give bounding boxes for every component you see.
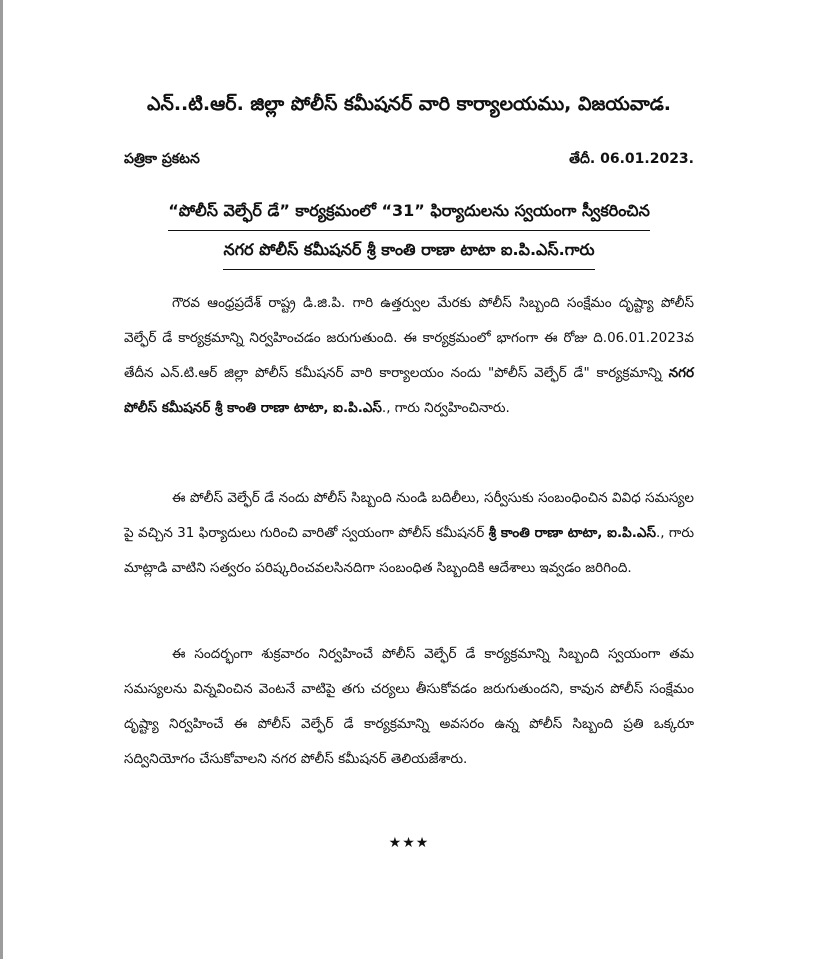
end-mark-stars: ★★★ <box>388 835 430 851</box>
paragraph-3 <box>124 637 694 777</box>
page-left-edge <box>0 0 3 959</box>
paragraph-2-text-a: ఈ పోలీస్ వెల్ఫేర్ డే నందు పోలీస్ సిబ్బంది నుండి బదిలీలు, సర్వీసుకు సంబంధించిన వివిధ సమస్యల పై వచ్చిన 31 ఫిర్యాదులు గురించి వారితో స్వయంగా పోలీస్ కమీషనర్ <box>124 490 694 541</box>
paragraph-1 <box>124 286 694 426</box>
paragraph-1-bold-name: నగర పోలీస్ కమీషనర్ శ్రీ కాంతి రాణా టాటా, ఐ.పి.ఎస్ <box>124 365 694 416</box>
headline-line-2 <box>124 240 694 270</box>
paragraph-2-bold-name: శ్రీ కాంతి రాణా టాటా, ఐ.పి.ఎస్ <box>488 525 656 541</box>
release-date: తేదీ. 06.01.2023. <box>569 151 694 167</box>
paragraph-3-text: ఈ సందర్భంగా శుక్రవారం నిర్వహించే పోలీస్ వెల్ఫేర్ డే కార్యక్రమాన్ని సిబ్బంది స్వయంగా తమ సమస్యలను విన్నవించిన వెంటనే వాటిపై తగు చర్యలు తీసుకోవడం జరుగుతుందని, కావున పోలీస్ సంక్షేమం దృష్ట్యా నిర్వహించే ఈ పోలీస్ వెల్ఫేర్ డే కార్యక్రమాన్ని అవసరం ఉన్న పోలీస్ సిబ్బంది ప్రతి ఒక్కరూ సద్వినియోగం చేసుకోవాలని నగర పోలీస్ కమీషనర్ తెలియజేశారు. <box>124 646 694 767</box>
press-release-page <box>124 0 694 959</box>
paragraph-2 <box>124 481 694 586</box>
headline-line-1 <box>124 201 694 231</box>
office-title: ఎన్..టి.ఆర్. జిల్లా పోలీస్ కమీషనర్ వారి కార్యాలయము, విజయవాడ. <box>146 93 672 115</box>
headline-line-1-text: “పోలీస్ వెల్ఫేర్ డే” కార్యక్రమంలో “31” ఫిర్యాదులను స్వయంగా స్వీకరించిన <box>168 201 650 231</box>
press-info-row <box>124 151 694 171</box>
paragraph-2-text-b: ., గారు మాట్లాడి వాటిని సత్వరం పరిష్కరించవలసినదిగా సంబంధిత సిబ్బందికి ఆదేశాలు ఇవ్వడం జరిగింది. <box>124 525 695 576</box>
paragraph-1-text-a: గౌరవ ఆంధ్రప్రదేశ్ రాష్ట్ర డి.జి.పి. గారి ఉత్తర్వుల మేరకు పోలీస్ సిబ్బంది సంక్షేమం దృష్ట్యా పోలీస్ వెల్ఫేర్ డే కార్యక్రమాన్ని నిర్వహించడం జరుగుతుంది. ఈ కార్యక్రమంలో భాగంగా ఈ రోజు ది.06.01.2023వ తేదీన ఎన్.టి.ఆర్ జిల్లా పోలీస్ కమీషనర్ వారి కార్యాలయం నందు "పోలీస్ వెల్ఫేర్ డే" కార్యక్రమాన్ని <box>124 295 694 381</box>
press-release-label: పత్రికా ప్రకటన <box>124 151 200 167</box>
paragraph-1-text-b: ., గారు నిర్వహించినారు. <box>381 400 510 416</box>
headline-line-2-text: నగర పోలీస్ కమీషనర్ శ్రీ కాంతి రాణా టాటా ఐ.పి.ఎస్.గారు <box>223 240 594 270</box>
